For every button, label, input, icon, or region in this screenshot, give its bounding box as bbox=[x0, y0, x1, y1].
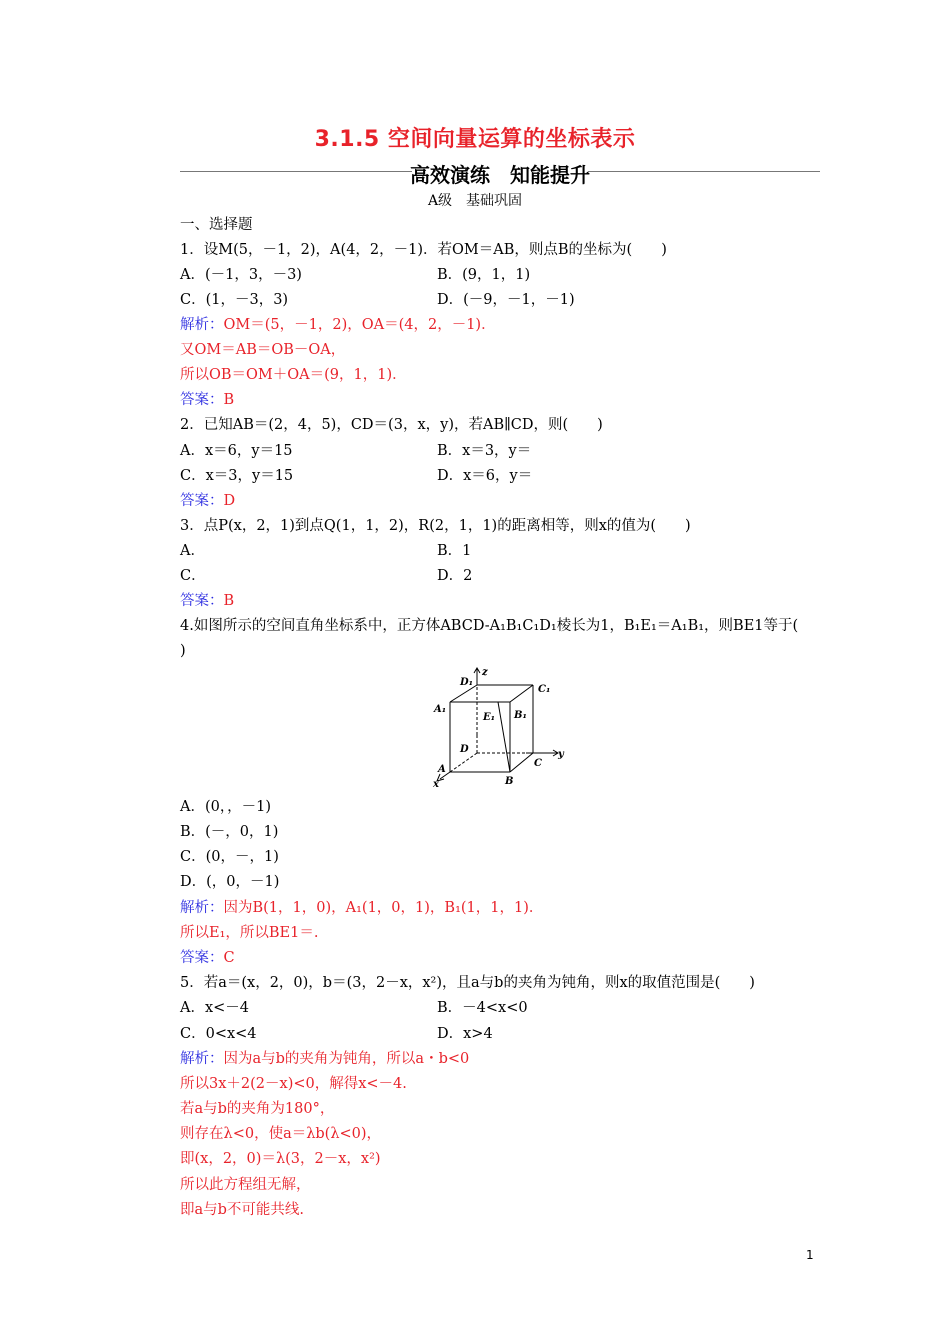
answer-label: 答案： bbox=[180, 950, 224, 966]
q1-analysis-line-2: 又OM＝AB＝OB－OA， bbox=[180, 342, 346, 358]
q4-analysis-line-2: 所以E₁，所以BE1＝. bbox=[180, 925, 319, 941]
q2-option-a: A．x＝6，y＝15 bbox=[180, 443, 293, 459]
label-e1: E₁ bbox=[483, 712, 496, 723]
q5-analysis-line-4: 则存在λ<0，使a＝λb(λ<0)， bbox=[180, 1126, 382, 1142]
q1-analysis-line-3: 所以OB＝OM＋OA＝(9，1，1)． bbox=[180, 367, 407, 383]
q1-option-b: B．(9，1，1) bbox=[437, 267, 531, 283]
label-b1: B₁ bbox=[514, 710, 527, 721]
q1-option-d: D．(－9，－1，－1) bbox=[437, 292, 575, 308]
q5-stem: 5．若a＝(x，2，0)，b＝(3，2－x，x²)，且a与b的夹角为钝角，则x的取值范围是( ) bbox=[180, 975, 755, 991]
answer-label: 答案： bbox=[180, 392, 224, 408]
banner-text: 高效演练 知能提升 bbox=[410, 163, 590, 187]
label-c: C bbox=[534, 758, 542, 769]
q2-answer bbox=[180, 491, 235, 511]
q4-option-a: A．(0，，－1) bbox=[180, 799, 271, 815]
q1-option-a: A．(－1，3，－3) bbox=[180, 267, 302, 283]
analysis-label: 解析： bbox=[180, 317, 224, 333]
answer-label: 答案： bbox=[180, 593, 224, 609]
q3-option-d: D．2 bbox=[437, 568, 473, 584]
label-a: A bbox=[438, 764, 446, 775]
q5-analysis bbox=[180, 1049, 469, 1069]
q2-option-c: C．x＝3，y＝15 bbox=[180, 468, 294, 484]
answer-value: D bbox=[223, 493, 236, 509]
q5-analysis-line-6: 所以此方程组无解， bbox=[180, 1177, 311, 1193]
q4-option-c: C．(0，－，1) bbox=[180, 849, 279, 865]
answer-value: B bbox=[223, 593, 235, 609]
analysis-text: OM＝(5，－1，2)，OA＝(4，2，－1)． bbox=[223, 317, 496, 333]
q2-option-d: D．x＝6，y＝ bbox=[437, 468, 533, 484]
q5-analysis-line-7: 即a与b不可能共线. bbox=[180, 1202, 305, 1218]
q4-answer bbox=[180, 948, 235, 968]
label-d: D bbox=[460, 744, 469, 755]
level-heading: A级 基础巩固 bbox=[427, 193, 523, 209]
q3-option-c: C． bbox=[180, 568, 206, 584]
q1-analysis bbox=[180, 315, 496, 335]
q3-option-a: A． bbox=[180, 543, 205, 559]
analysis-label: 解析： bbox=[180, 1051, 224, 1067]
cube-figure bbox=[430, 665, 570, 790]
analysis-text: 因为a与b的夹角为钝角，所以a・b<0 bbox=[223, 1051, 470, 1067]
q3-stem: 3．点P(x，2，1)到点Q(1，1，2)，R(2，1，1)的距离相等，则x的值为( ) bbox=[180, 518, 691, 534]
q2-option-b: B．x＝3，y＝ bbox=[437, 443, 532, 459]
page-title: 3.1.5 空间向量运算的坐标表示 bbox=[314, 127, 636, 152]
q3-option-b: B．1 bbox=[437, 543, 472, 559]
answer-value: C bbox=[223, 950, 235, 966]
label-b: B bbox=[505, 776, 514, 787]
label-d1: D₁ bbox=[460, 677, 474, 688]
label-y: y bbox=[558, 749, 564, 760]
analysis-label: 解析： bbox=[180, 900, 224, 916]
q4-analysis bbox=[180, 898, 543, 918]
q1-option-c: C．(1，－3，3) bbox=[180, 292, 289, 308]
q4-stem: 4.如图所示的空间直角坐标系中，正方体ABCD-A₁B₁C₁D₁棱长为1，B₁E₁＝A₁B₁，则BE1等于( bbox=[180, 618, 799, 634]
label-x: x bbox=[433, 779, 439, 790]
answer-label: 答案： bbox=[180, 493, 224, 509]
q5-option-a: A．x<－4 bbox=[180, 1000, 250, 1016]
q1-stem: 1．设M(5，－1，2)，A(4，2，－1)．若OM＝AB，则点B的坐标为( ) bbox=[180, 242, 667, 258]
q2-stem: 2．已知AB＝(2，4，5)，CD＝(3，x，y)，若AB∥CD，则( ) bbox=[180, 417, 603, 433]
label-z: z bbox=[482, 667, 488, 678]
section-heading: 一、选择题 bbox=[180, 217, 253, 233]
answer-value: B bbox=[223, 392, 235, 408]
q5-option-c: C．0<x<4 bbox=[180, 1026, 257, 1042]
q1-answer bbox=[180, 390, 234, 410]
q5-option-d: D．x>4 bbox=[437, 1026, 493, 1042]
q3-answer bbox=[180, 591, 234, 611]
label-c1: C₁ bbox=[538, 684, 551, 695]
q5-option-b: B．－4<x<0 bbox=[437, 1000, 528, 1016]
section-banner bbox=[180, 158, 820, 187]
q5-analysis-line-5: 即(x，2，0)＝λ(3，2－x，x²) bbox=[180, 1151, 381, 1167]
q5-analysis-line-3: 若a与b的夹角为180°， bbox=[180, 1101, 335, 1117]
q5-analysis-line-2: 所以3x＋2(2－x)<0，解得x<－4. bbox=[180, 1076, 407, 1092]
page-number: 1 bbox=[806, 1248, 814, 1262]
label-a1: A₁ bbox=[434, 704, 447, 715]
q4-stem-end: ) bbox=[180, 643, 186, 659]
q4-option-d: D．(，0，－1) bbox=[180, 874, 280, 890]
analysis-text: 因为B(1，1，0)，A₁(1，0，1)，B₁(1，1，1)． bbox=[223, 900, 544, 916]
q4-option-b: B．(－，0，1) bbox=[180, 824, 279, 840]
banner-rule-right bbox=[588, 171, 820, 172]
